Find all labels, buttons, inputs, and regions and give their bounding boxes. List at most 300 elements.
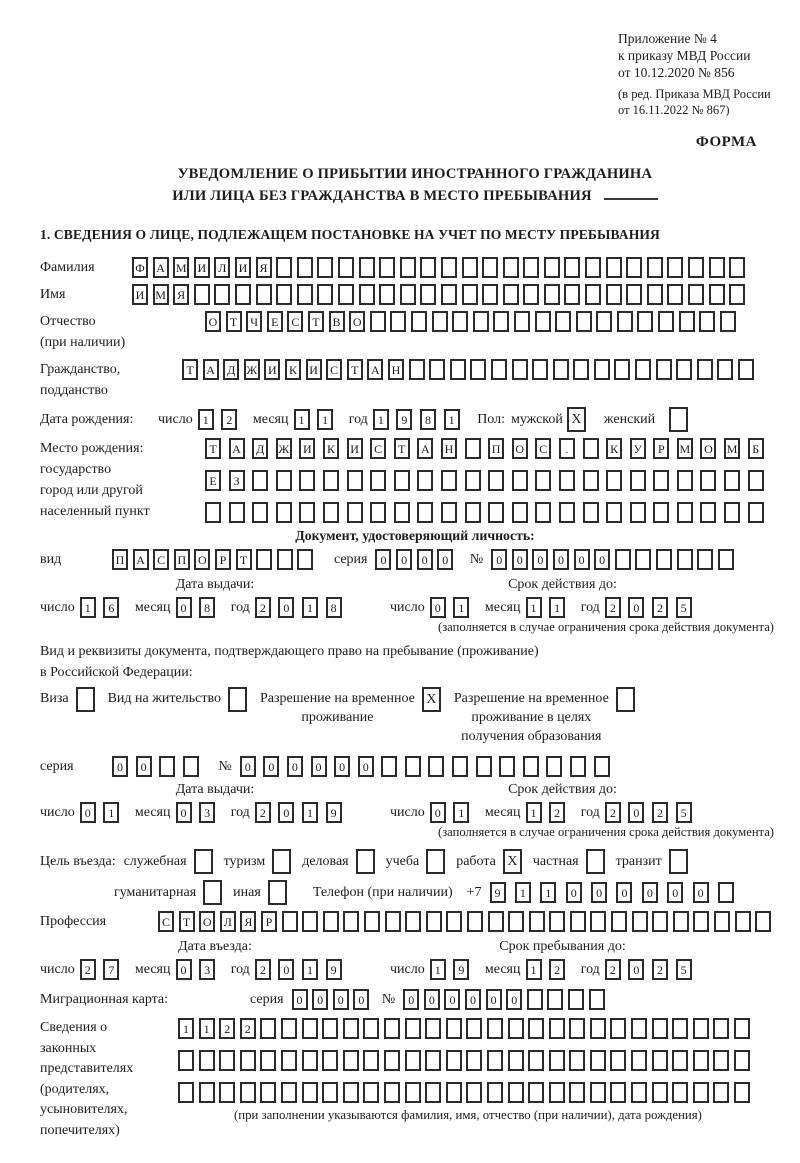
- char-cell-filled: 5: [676, 802, 692, 823]
- entry-date-heading: Дата въезда:: [178, 939, 252, 954]
- label-line: Разрешение на временное: [259, 691, 415, 706]
- char-cell-empty: [512, 470, 528, 491]
- identity-expiry-date: [390, 597, 699, 618]
- char-cell-filled: 1: [178, 1018, 194, 1039]
- char-cell-filled: 1: [103, 802, 119, 823]
- char-cell-filled: 0: [693, 882, 709, 903]
- representatives-row: [40, 1018, 790, 1141]
- char-cell-empty: [503, 284, 519, 305]
- char-cell-filled: 0: [80, 802, 96, 823]
- char-cell-empty: [700, 470, 716, 491]
- residence-expiry-note: (заполняется в случае ограничения срока действия документа): [438, 825, 774, 839]
- char-cell-empty: [549, 911, 565, 932]
- char-cell-empty: [276, 257, 292, 278]
- char-cell-empty: [631, 1018, 647, 1039]
- purpose-option-label: частная: [532, 853, 579, 869]
- char-cell-empty: [417, 470, 433, 491]
- char-cell-empty: [343, 911, 359, 932]
- date-token: число: [390, 804, 425, 820]
- residence-number-label: №: [218, 758, 232, 774]
- char-cell-filled: 0: [553, 549, 569, 570]
- char-cell-empty: [302, 1018, 318, 1039]
- char-cell-empty: [417, 502, 433, 523]
- char-cell-filled: Н: [441, 438, 457, 459]
- cell-row: [205, 438, 771, 459]
- char-cell-empty: [535, 502, 551, 523]
- char-cell-filled: А: [133, 549, 149, 570]
- char-cell-empty: [714, 911, 730, 932]
- date-token: год: [230, 599, 250, 615]
- char-cell-empty: [585, 257, 601, 278]
- char-cell-empty: [647, 284, 663, 305]
- char-cell-filled: А: [153, 257, 169, 278]
- date-token: число: [158, 411, 193, 427]
- char-cell-empty: [614, 359, 630, 380]
- char-cell-filled: 1: [294, 409, 310, 430]
- char-cell-filled: 9: [326, 959, 342, 980]
- residence-option-label: [108, 689, 221, 708]
- char-cell-filled: З: [229, 470, 245, 491]
- char-cell-filled: Е: [205, 470, 221, 491]
- checkbox-unchecked: [669, 849, 688, 874]
- char-cell-empty: [748, 502, 764, 523]
- char-cell-empty: [688, 284, 704, 305]
- char-cell-empty: [547, 989, 563, 1010]
- char-cell-empty: [317, 284, 333, 305]
- char-cell-empty: [590, 1050, 606, 1071]
- char-cell-empty: [631, 1082, 647, 1103]
- char-cell-empty: [482, 257, 498, 278]
- char-cell-filled: 8: [326, 597, 342, 618]
- char-cell-filled: И: [235, 257, 251, 278]
- char-cell-empty: [343, 1018, 359, 1039]
- char-cell-empty: [559, 470, 575, 491]
- char-cell-empty: [379, 284, 395, 305]
- char-cell-filled: 0: [278, 959, 294, 980]
- char-cell-empty: [302, 1050, 318, 1071]
- residence-series-label: серия: [40, 758, 74, 774]
- char-cell-empty: [379, 257, 395, 278]
- migration-number-label: №: [381, 991, 396, 1007]
- char-cell-filled: 1: [302, 597, 318, 618]
- char-cell-empty: [297, 284, 313, 305]
- char-cell-empty: [363, 1050, 379, 1071]
- residence-expiry-date: [390, 802, 699, 823]
- char-cell-empty: [631, 1050, 647, 1071]
- char-cell-empty: [569, 1050, 585, 1071]
- birth-place-row: [40, 438, 790, 523]
- char-cell-empty: [729, 257, 745, 278]
- cell-row: [178, 1018, 758, 1039]
- char-cell-empty: [323, 911, 339, 932]
- char-cell-empty: [709, 284, 725, 305]
- residence-doc-intro-1: Вид и реквизиты документа, подтверждающего право на пребывание (проживание): [40, 644, 539, 659]
- char-cell-empty: [446, 1050, 462, 1071]
- char-cell-empty: [394, 470, 410, 491]
- char-cell-empty: [400, 257, 416, 278]
- char-cell-empty: [677, 549, 693, 570]
- char-cell-filled: Т: [179, 911, 195, 932]
- char-cell-empty: [465, 502, 481, 523]
- char-cell-filled: 0: [396, 549, 412, 570]
- checkbox-unchecked: [194, 849, 213, 874]
- char-cell-empty: [465, 438, 481, 459]
- char-cell-filled: Ч: [246, 311, 262, 332]
- char-cell-empty: [583, 470, 599, 491]
- char-cell-empty: [699, 311, 715, 332]
- char-cell-empty: [647, 257, 663, 278]
- char-cell-filled: Л: [214, 257, 230, 278]
- migration-number-cells: [403, 989, 609, 1010]
- char-cell-empty: [673, 911, 689, 932]
- char-cell-filled: И: [264, 359, 280, 380]
- surname-cells: [132, 257, 750, 278]
- char-cell-filled: 0: [375, 549, 391, 570]
- char-cell-filled: И: [347, 438, 363, 459]
- given-name-label: Имя: [40, 286, 66, 302]
- char-cell-filled: 0: [491, 549, 507, 570]
- char-cell-empty: [252, 502, 268, 523]
- char-cell-filled: Т: [226, 311, 242, 332]
- residence-option: [40, 689, 95, 712]
- char-cell-empty: [405, 1082, 421, 1103]
- char-cell-empty: [527, 989, 543, 1010]
- char-cell-empty: [637, 311, 653, 332]
- given-name-cells: [132, 284, 750, 305]
- char-cell-empty: [564, 257, 580, 278]
- char-cell-empty: [384, 1050, 400, 1071]
- identity-kind-label: вид: [40, 551, 62, 567]
- char-cell-empty: [240, 1050, 256, 1071]
- char-cell-filled: 0: [263, 756, 279, 777]
- purpose-option-label: работа: [456, 853, 496, 869]
- purpose-option-label: иная: [233, 884, 261, 900]
- checkbox-checked: X: [503, 849, 522, 874]
- char-cell-empty: [199, 1050, 215, 1071]
- char-cell-empty: [394, 502, 410, 523]
- char-cell-filled: 1: [430, 959, 446, 980]
- char-cell-filled: 2: [652, 959, 668, 980]
- char-cell-empty: [589, 989, 605, 1010]
- char-cell-empty: [405, 911, 421, 932]
- char-cell-empty: [405, 1018, 421, 1039]
- char-cell-empty: [425, 1050, 441, 1071]
- char-cell-filled: 0: [240, 756, 256, 777]
- char-cell-filled: М: [153, 284, 169, 305]
- representatives-label: [40, 1018, 178, 1141]
- char-cell-filled: 1: [373, 409, 389, 430]
- char-cell-empty: [159, 756, 175, 777]
- citizenship-row: [40, 359, 790, 401]
- char-cell-empty: [606, 502, 622, 523]
- char-cell-filled: П: [112, 549, 128, 570]
- char-cell-empty: [570, 911, 586, 932]
- date-token: год: [230, 961, 250, 977]
- char-cell-empty: [573, 359, 589, 380]
- char-cell-filled: 0: [594, 549, 610, 570]
- label-line: государство: [40, 462, 112, 477]
- checkbox-unchecked: [228, 687, 247, 712]
- char-cell-empty: [405, 1050, 421, 1071]
- char-cell-empty: [260, 1082, 276, 1103]
- char-cell-filled: 1: [526, 959, 542, 980]
- char-cell-filled: 0: [486, 989, 502, 1010]
- purpose-option-label: учеба: [385, 853, 420, 869]
- char-cell-empty: [347, 470, 363, 491]
- char-cell-empty: [676, 359, 692, 380]
- char-cell-empty: [466, 1018, 482, 1039]
- char-cell-empty: [441, 257, 457, 278]
- char-cell-empty: [688, 257, 704, 278]
- char-cell-filled: 8: [199, 597, 215, 618]
- section1-heading: 1. СВЕДЕНИЯ О ЛИЦЕ, ПОДЛЕЖАЩЕМ ПОСТАНОВКЕ НА УЧЕТ ПО МЕСТУ ПРЕБЫВАНИЯ: [40, 227, 660, 242]
- char-cell-empty: [299, 502, 315, 523]
- char-cell-filled: 2: [255, 959, 271, 980]
- entry-dates-row: [40, 959, 790, 980]
- char-cell-empty: [559, 502, 575, 523]
- char-cell-empty: [734, 1050, 750, 1071]
- char-cell-filled: 6: [103, 597, 119, 618]
- char-cell-filled: 0: [512, 549, 528, 570]
- char-cell-empty: [508, 1018, 524, 1039]
- char-cell-empty: [724, 502, 740, 523]
- char-cell-empty: [297, 549, 313, 570]
- char-cell-empty: [594, 756, 610, 777]
- char-cell-filled: 9: [453, 959, 469, 980]
- char-cell-empty: [381, 756, 397, 777]
- phone-cells: [490, 882, 744, 903]
- char-cell-filled: 1: [515, 882, 531, 903]
- char-cell-empty: [697, 549, 713, 570]
- char-cell-filled: Е: [267, 311, 283, 332]
- char-cell-empty: [508, 1082, 524, 1103]
- identity-number-cells: [491, 549, 738, 570]
- char-cell-empty: [594, 359, 610, 380]
- char-cell-empty: [425, 1018, 441, 1039]
- label-line: Гражданство,: [40, 362, 121, 377]
- char-cell-filled: 0: [417, 549, 433, 570]
- char-cell-empty: [323, 470, 339, 491]
- label-line: населенный пункт: [40, 504, 150, 519]
- char-cell-filled: 0: [444, 989, 460, 1010]
- char-cell-empty: [491, 359, 507, 380]
- blank-underline: [604, 197, 658, 200]
- char-cell-empty: [420, 257, 436, 278]
- date-token: месяц: [134, 804, 171, 820]
- char-cell-empty: [429, 359, 445, 380]
- char-cell-filled: Я: [256, 257, 272, 278]
- visit-purpose-options-1: [116, 849, 688, 874]
- char-cell-empty: [343, 1082, 359, 1103]
- char-cell-filled: 1: [80, 597, 96, 618]
- char-cell-filled: К: [323, 438, 339, 459]
- char-cell-empty: [729, 284, 745, 305]
- char-cell-empty: [441, 470, 457, 491]
- char-cell-empty: [734, 1082, 750, 1103]
- char-cell-filled: 1: [540, 882, 556, 903]
- char-cell-empty: [441, 284, 457, 305]
- purpose-option-label: гуманитарная: [114, 884, 197, 900]
- char-cell-filled: 0: [311, 756, 327, 777]
- char-cell-empty: [370, 502, 386, 523]
- profession-row: [40, 911, 790, 932]
- char-cell-empty: [194, 284, 210, 305]
- citizenship-cells: [182, 359, 759, 380]
- stay-until-cells: [390, 959, 699, 980]
- char-cell-empty: [487, 1018, 503, 1039]
- char-cell-filled: А: [367, 359, 383, 380]
- label-line: законных: [40, 1040, 97, 1056]
- char-cell-empty: [466, 1082, 482, 1103]
- residence-date-headings: [40, 782, 790, 798]
- char-cell-filled: 2: [80, 959, 96, 980]
- char-cell-empty: [549, 1050, 565, 1071]
- char-cell-filled: 1: [317, 409, 333, 430]
- char-cell-empty: [569, 1018, 585, 1039]
- sex-label: Пол:: [477, 411, 505, 427]
- char-cell-empty: [635, 359, 651, 380]
- char-cell-empty: [523, 284, 539, 305]
- char-cell-filled: 2: [221, 409, 237, 430]
- char-cell-filled: 0: [292, 989, 308, 1010]
- patronymic-cells: [205, 311, 740, 332]
- char-cell-empty: [384, 1018, 400, 1039]
- char-cell-filled: 0: [430, 597, 446, 618]
- identity-date-headings: [40, 577, 790, 593]
- residence-dates-row: [40, 802, 790, 823]
- char-cell-empty: [606, 257, 622, 278]
- identity-number-label: №: [469, 551, 484, 567]
- char-cell-empty: [667, 257, 683, 278]
- char-cell-empty: [252, 470, 268, 491]
- char-cell-empty: [652, 1082, 668, 1103]
- char-cell-filled: Ж: [276, 438, 292, 459]
- char-cell-empty: [544, 284, 560, 305]
- patronymic-label: [40, 311, 205, 353]
- char-cell-empty: [568, 989, 584, 1010]
- surname-row: [40, 257, 790, 278]
- char-cell-filled: 0: [136, 756, 152, 777]
- char-cell-empty: [260, 1050, 276, 1071]
- date-token: год: [580, 599, 600, 615]
- entry-date-cells: [40, 959, 390, 980]
- char-cell-empty: [493, 311, 509, 332]
- char-cell-empty: [452, 311, 468, 332]
- label-line: Виза: [40, 691, 69, 706]
- phone-label: Телефон (при наличии): [312, 884, 453, 900]
- char-cell-empty: [420, 284, 436, 305]
- char-cell-filled: 2: [240, 1018, 256, 1039]
- char-cell-empty: [653, 470, 669, 491]
- label-line: Отчество: [40, 314, 96, 329]
- char-cell-filled: 1: [199, 1018, 215, 1039]
- checkbox-unchecked: [268, 880, 287, 905]
- char-cell-empty: [370, 311, 386, 332]
- char-cell-empty: [178, 1050, 194, 1071]
- checkbox-unchecked: [272, 849, 291, 874]
- char-cell-empty: [606, 470, 622, 491]
- identity-expiry-heading: Срок действия до:: [508, 577, 617, 592]
- char-cell-empty: [446, 911, 462, 932]
- residence-option: [454, 689, 635, 746]
- appendix-line-3: от 10.12.2020 № 856: [618, 65, 735, 80]
- char-cell-empty: [359, 284, 375, 305]
- char-cell-filled: 0: [628, 597, 644, 618]
- char-cell-empty: [499, 756, 515, 777]
- char-cell-filled: 2: [605, 597, 621, 618]
- char-cell-filled: Т: [308, 311, 324, 332]
- char-cell-filled: 0: [667, 882, 683, 903]
- date-token: год: [580, 804, 600, 820]
- char-cell-empty: [549, 1082, 565, 1103]
- char-cell-empty: [343, 1050, 359, 1071]
- amendment-note: [618, 86, 790, 118]
- label-line: получения образования: [461, 729, 602, 744]
- label-line: подданство: [40, 383, 108, 398]
- char-cell-filled: 2: [255, 802, 271, 823]
- char-cell-filled: О: [512, 438, 528, 459]
- char-cell-empty: [432, 311, 448, 332]
- char-cell-empty: [652, 1050, 668, 1071]
- char-cell-empty: [462, 284, 478, 305]
- char-cell-filled: 0: [176, 959, 192, 980]
- char-cell-empty: [718, 882, 734, 903]
- identity-kind-cells: [112, 549, 318, 570]
- residence-series-cells: [112, 756, 206, 777]
- representatives-cells: [178, 1018, 758, 1103]
- char-cell-empty: [529, 911, 545, 932]
- checkbox-unchecked: [616, 687, 635, 712]
- char-cell-empty: [626, 284, 642, 305]
- char-cell-empty: [178, 1082, 194, 1103]
- char-cell-filled: 0: [628, 959, 644, 980]
- purpose-option-label: туризм: [223, 853, 266, 869]
- char-cell-filled: С: [153, 549, 169, 570]
- char-cell-empty: [390, 311, 406, 332]
- char-cell-filled: М: [677, 438, 693, 459]
- char-cell-filled: 0: [465, 989, 481, 1010]
- date-token: месяц: [252, 411, 289, 427]
- residence-issue-heading: Дата выдачи:: [175, 782, 255, 797]
- char-cell-filled: 0: [287, 756, 303, 777]
- char-cell-empty: [569, 1082, 585, 1103]
- residence-option-label: [454, 689, 609, 746]
- char-cell-empty: [428, 756, 444, 777]
- char-cell-filled: О: [199, 911, 215, 932]
- identity-doc-heading: Документ, удостоверяющий личность:: [295, 528, 535, 543]
- label-line: (при наличии): [40, 335, 126, 350]
- appendix-header: [618, 30, 790, 118]
- date-token: месяц: [134, 961, 171, 977]
- char-cell-empty: [317, 257, 333, 278]
- char-cell-empty: [276, 502, 292, 523]
- char-cell-empty: [693, 1018, 709, 1039]
- char-cell-filled: 0: [353, 989, 369, 1010]
- char-cell-filled: И: [194, 257, 210, 278]
- label-line: Разрешение на временное: [453, 691, 609, 706]
- cell-row: [205, 502, 771, 523]
- char-cell-filled: Л: [220, 911, 236, 932]
- char-cell-empty: [667, 284, 683, 305]
- char-cell-filled: С: [326, 359, 342, 380]
- char-cell-empty: [323, 502, 339, 523]
- char-cell-empty: [528, 1050, 544, 1071]
- visit-purpose-row-1: [40, 849, 790, 874]
- char-cell-empty: [363, 1018, 379, 1039]
- char-cell-empty: [411, 311, 427, 332]
- char-cell-empty: [452, 756, 468, 777]
- form-title: [40, 163, 790, 207]
